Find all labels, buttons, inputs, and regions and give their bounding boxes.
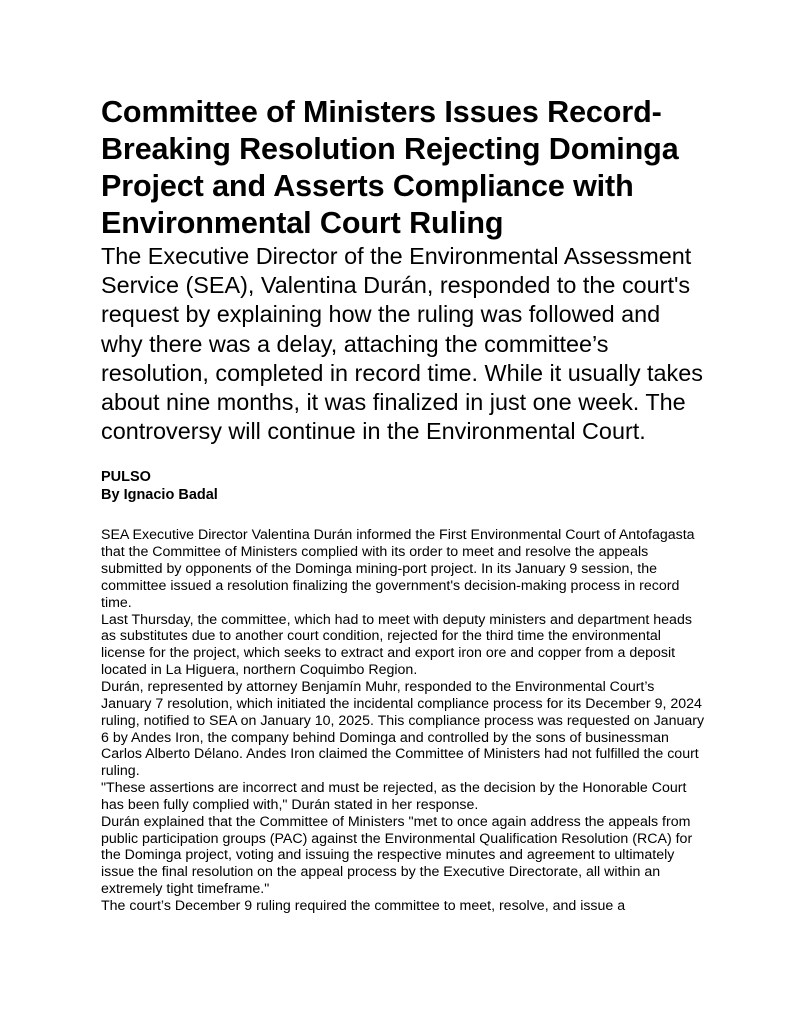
author-name: By Ignacio Badal <box>101 487 218 504</box>
article-page <box>101 94 707 915</box>
article-deck: The Executive Director of the Environmental Assessment Service (SEA), Valentina Durán, responded to the court's request by explaining how the ruling was followed and why there was a delay, attaching the committee’s resolution, completed in record time. While it usually takes about nine months, it was finalized in just one week. The controversy will continue in the Environmental Court. <box>101 243 703 445</box>
body-paragraph: "These assertions are incorrect and must be rejected, as the decision by the Honorable Court has been fully complied with," Durán stated in her response. <box>101 780 687 813</box>
publication-name: PULSO <box>101 469 151 486</box>
article-body <box>101 527 707 914</box>
body-paragraph: Durán explained that the Committee of Ministers "met to once again address the appeals from public participation groups (PAC) against the Environmental Qualification Resolution (RCA) for the Dominga project, voting and issuing the respective minutes and agreement to ultimately issue the final resolution on the appeal process by the Executive Directorate, all within an extremely tight timeframe." <box>101 813 693 898</box>
article-headline: Committee of Ministers Issues Record-Breaking Resolution Rejecting Dominga Project and Asserts Compliance with Environmental Court Ruling <box>101 95 679 240</box>
body-paragraph: SEA Executive Director Valentina Durán informed the First Environmental Court of Antofagasta that the Committee of Ministers complied with its order to meet and resolve the appeals submitted by opponents of the Dominga mining-port project. In its January 9 session, the committee issued a resolution finalizing the government's decision-making process in record time. <box>101 527 695 611</box>
byline-block <box>101 468 707 504</box>
body-paragraph: Durán, represented by attorney Benjamín Muhr, responded to the Environmental Court’s January 7 resolution, which initiated the incidental compliance process for its December 9, 2024 ruling, notified to SEA on January 10, 2025. This compliance process was requested on January 6 by Andes Iron, the company behind Dominga and controlled by the sons of businessman Carlos Alberto Délano. Andes Iron claimed the Committee of Ministers had not fulfilled the court ruling. <box>101 679 705 780</box>
body-paragraph: The court’s December 9 ruling required the committee to meet, resolve, and issue a <box>101 897 626 914</box>
body-paragraph: Last Thursday, the committee, which had to meet with deputy ministers and department heads as substitutes due to another court condition, rejected for the third time the environmental license for the project, which seeks to extract and export iron ore and copper from a deposit located in La Higuera, northern Coquimbo Region. <box>101 611 692 679</box>
